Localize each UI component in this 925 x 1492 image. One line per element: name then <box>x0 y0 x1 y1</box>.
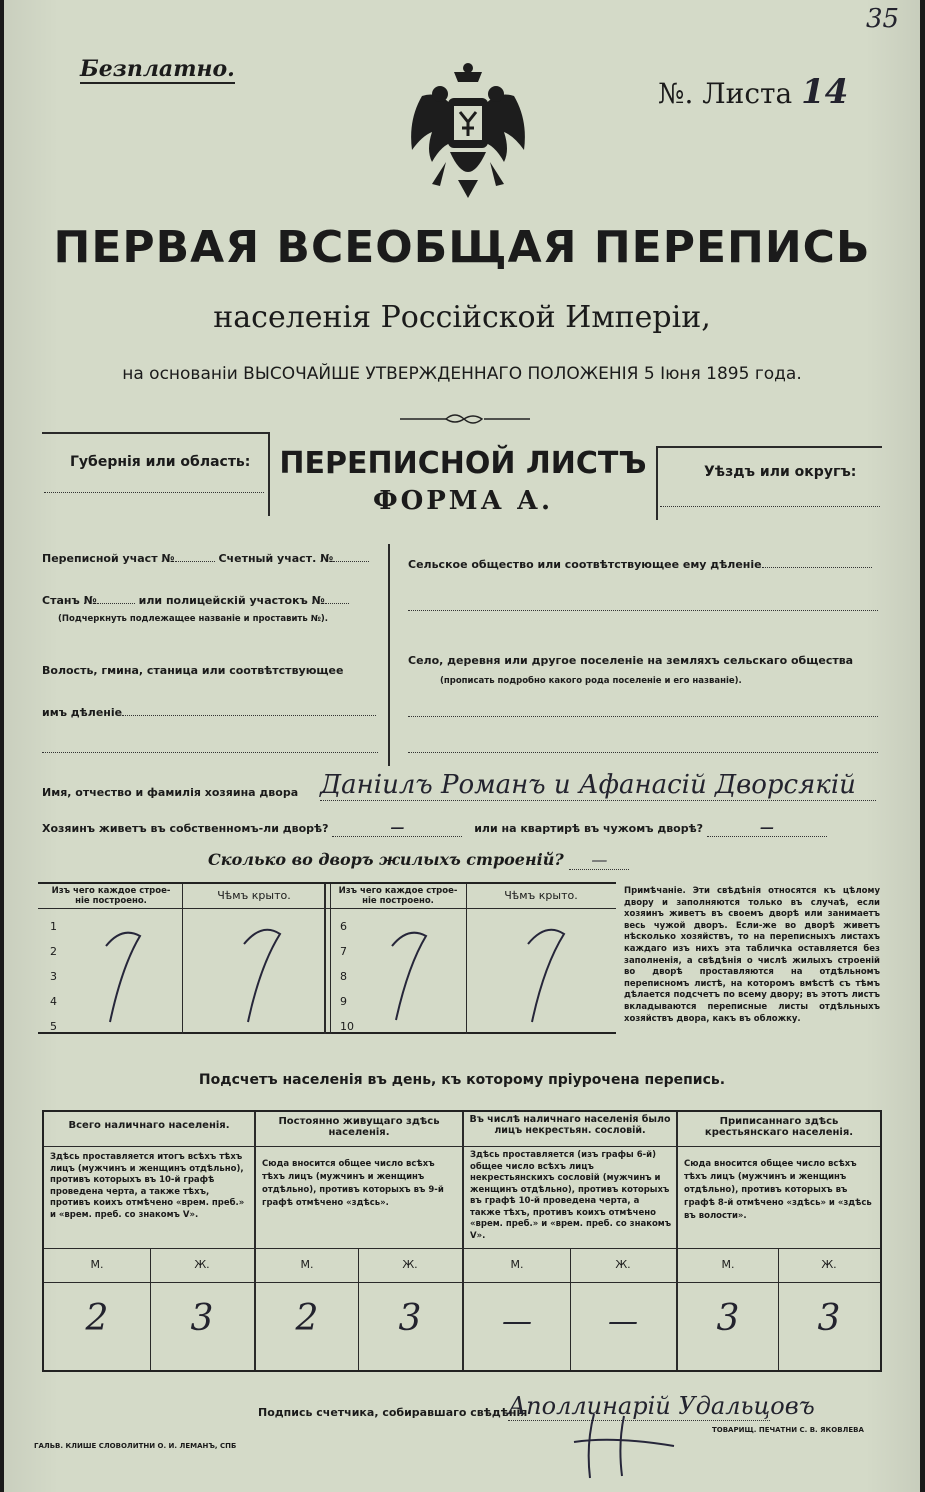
sheet-number-value: 14 <box>801 72 849 112</box>
count-col3-zh-label: Ж. <box>615 1258 631 1271</box>
uchastok-field[interactable]: Переписной участ № Счетный участ. № <box>42 552 369 565</box>
col-material-left: Изъ чего каждое строе- ніе построено. <box>51 886 171 906</box>
printer-left: ГАЛЬВ. КЛИШЕ СЛОВОЛИТНИ О. И. ЛЕМАНЪ, СПБ <box>34 1442 237 1450</box>
selskoe-field[interactable]: Сельское общество или соотвѣтствующее ему дѣленіе <box>408 558 872 571</box>
delenie-extra-line[interactable] <box>42 752 378 753</box>
count-col3-m[interactable]: — <box>502 1304 532 1339</box>
page-title: ПЕРВАЯ ВСЕОБЩАЯ ПЕРЕПИСЬ <box>53 222 871 273</box>
signature-value[interactable]: Аполлинарій Удальцовъ <box>508 1392 815 1420</box>
count-col4-m[interactable]: 3 <box>716 1298 740 1339</box>
sheet-number <box>658 72 848 112</box>
count-col1-zh-label: Ж. <box>194 1258 210 1271</box>
gubernia-field[interactable] <box>44 492 264 493</box>
owner-value[interactable]: Даніилъ Романъ и Афанасій Дворсякій <box>320 770 876 801</box>
rows-right: 6 7 8 9 10 <box>340 920 354 1033</box>
buildings-table <box>38 882 616 1034</box>
selo-label: Село, деревня или другое поселеніе на земляхъ сельскаго общества <box>408 654 854 667</box>
count-col3-m-label: М. <box>510 1258 524 1271</box>
count-col4-desc: Сюда вносится общее число всѣхъ тѣхъ лицъ (мужчинъ и женщинъ отдѣльно), противъ которыхъ въ графѣ 8-й отмѣчено «здѣсь» и «здѣсь въ волости». <box>684 1159 872 1221</box>
count-col4-m-label: М. <box>721 1258 735 1271</box>
volost-label: Волость, гмина, станица или соотвѣтствующее <box>42 664 344 677</box>
count-col2-zh[interactable]: 3 <box>398 1298 422 1339</box>
col-roof-left: Чѣмъ крыто. <box>217 889 291 902</box>
page-subtitle: населенія Россійской Имперіи, <box>213 300 711 335</box>
count-table <box>42 1110 882 1372</box>
page-number: 35 <box>866 4 900 34</box>
form-title: ПЕРЕПИСНОЙ ЛИСТЪ <box>279 446 647 481</box>
uezd-field[interactable] <box>660 506 880 507</box>
stan-field[interactable]: Станъ № или полицейскій участокъ № <box>42 594 349 607</box>
gubernia-label: Губернія или область: <box>70 454 251 470</box>
census-sheet <box>4 0 920 1492</box>
buildings-field[interactable]: Сколько во дворъ жилыхъ строеній? — <box>208 850 629 870</box>
count-col3-desc: Здѣсь проставляется (изъ графы 6-й) общее число всѣхъ лицъ некрестьянскихъ сословій (мужчинъ и женщинъ отдѣльно), противъ которыхъ въ графѣ 10-й проведена черта, а также тѣхъ, противъ коихъ отмѣчено «врем. преб.» и «врем. преб. со знакомъ V». <box>470 1150 672 1241</box>
count-col3-head: Въ числѣ наличнаго населенія было лицъ некрестьян. сословій. <box>469 1114 671 1136</box>
count-col4-head: Приписаннаго здѣсь крестьянскаго населенія. <box>704 1116 854 1138</box>
count-title: Подсчетъ населенія въ день, къ которому пріурочена перепись. <box>198 1072 726 1088</box>
count-col2-head: Постоянно живущаго здѣсь населенія. <box>278 1116 440 1138</box>
selo-note: (прописать подробно какого рода поселеніе и его названіе). <box>440 676 742 686</box>
signature-flourish <box>564 1412 684 1482</box>
selo-line-1[interactable] <box>408 716 878 717</box>
buildings-note: Примѣчаніе. Эти свѣдѣнія относятся къ цѣлому двору и заполняются только въ случаѣ, если хозяинъ живетъ въ своемъ дворѣ или занимаетъ весь чужой дворъ. Если-же во дворѣ живетъ нѣсколько хозяйствъ, то на переписныхъ листахъ каждаго изъ нихъ эта табличка оставляется без заполненія, а свѣдѣнія о числѣ жилыхъ строеній во дворѣ проставляются на отдѣльномъ переписномъ листѣ, на которомъ вмѣстѣ съ тѣмъ дѣлается подсчетъ по всему двору; въ этотъ листъ вкладываются переписные листы отдѣльныхъ хозяйствъ двора, какъ въ обложку. <box>624 886 880 1024</box>
count-col2-m-label: М. <box>300 1258 314 1271</box>
count-col2-zh-label: Ж. <box>402 1258 418 1271</box>
count-col1-m-label: М. <box>90 1258 104 1271</box>
owner-label: Имя, отчество и фамилія хозяина двора <box>42 786 299 799</box>
delenie-field[interactable]: имъ дѣленіе <box>42 706 376 719</box>
count-col2-m[interactable]: 2 <box>295 1298 319 1339</box>
count-col1-desc: Здѣсь проставляется итогъ всѣхъ тѣхъ лицъ (мужчинъ и женщинъ отдѣльно), противъ которыхъ въ 10-й графѣ проведена черта, а также тѣхъ, противъ коихъ отмѣчено «врем. преб.» и «врем. преб. со знакомъ V». <box>50 1152 245 1220</box>
underline-note: (Подчеркнуть подлежащее названіе и проставить №). <box>58 614 328 624</box>
sheet-number-label: №. Листа <box>658 77 793 110</box>
ornament-divider <box>400 412 530 426</box>
selskoe-extra-line[interactable] <box>408 610 878 611</box>
rows-left: 1 2 3 4 5 <box>50 920 57 1033</box>
printer-right: ТОВАРИЩ. ПЕЧАТНИ С. В. ЯКОВЛЕВА <box>712 1426 864 1434</box>
col-material-right: Изъ чего каждое строе- ніе построено. <box>338 886 458 906</box>
free-label: Безплатно. <box>80 56 235 82</box>
count-col1-m[interactable]: 2 <box>85 1298 109 1339</box>
count-col1-zh[interactable]: 3 <box>190 1298 214 1339</box>
count-col3-zh[interactable]: — <box>608 1304 638 1339</box>
count-col4-zh-label: Ж. <box>821 1258 837 1271</box>
count-col4-zh[interactable]: 3 <box>817 1298 841 1339</box>
own-yard-field[interactable]: Хозяинъ живетъ въ собственномъ-ли дворѣ? — или на квартирѣ въ чужомъ дворѣ? — <box>42 820 827 837</box>
count-col2-desc: Сюда вносится общее число всѣхъ тѣхъ лицъ (мужчинъ и женщинъ отдѣльно), противъ которыхъ въ 9-й графѣ отмѣчено «здѣсь». <box>262 1159 444 1208</box>
double-headed-eagle-icon <box>402 62 534 202</box>
uezd-label: Уѣздъ или округъ: <box>704 464 857 480</box>
count-col1-head: Всего наличнаго населенія. <box>68 1120 230 1131</box>
form-subtitle: ФОРМА А. <box>372 486 554 516</box>
basis-line: на основаніи ВЫСОЧАЙШЕ УТВЕРЖДЕННАГО ПОЛОЖЕНІЯ 5 Іюня 1895 года. <box>122 364 802 384</box>
handwritten-strokes <box>38 884 616 1034</box>
signature-label: Подпись счетчика, собиравшаго свѣдѣнія <box>258 1406 528 1419</box>
col-roof-right: Чѣмъ крыто. <box>504 889 578 902</box>
selo-line-2[interactable] <box>408 752 878 753</box>
